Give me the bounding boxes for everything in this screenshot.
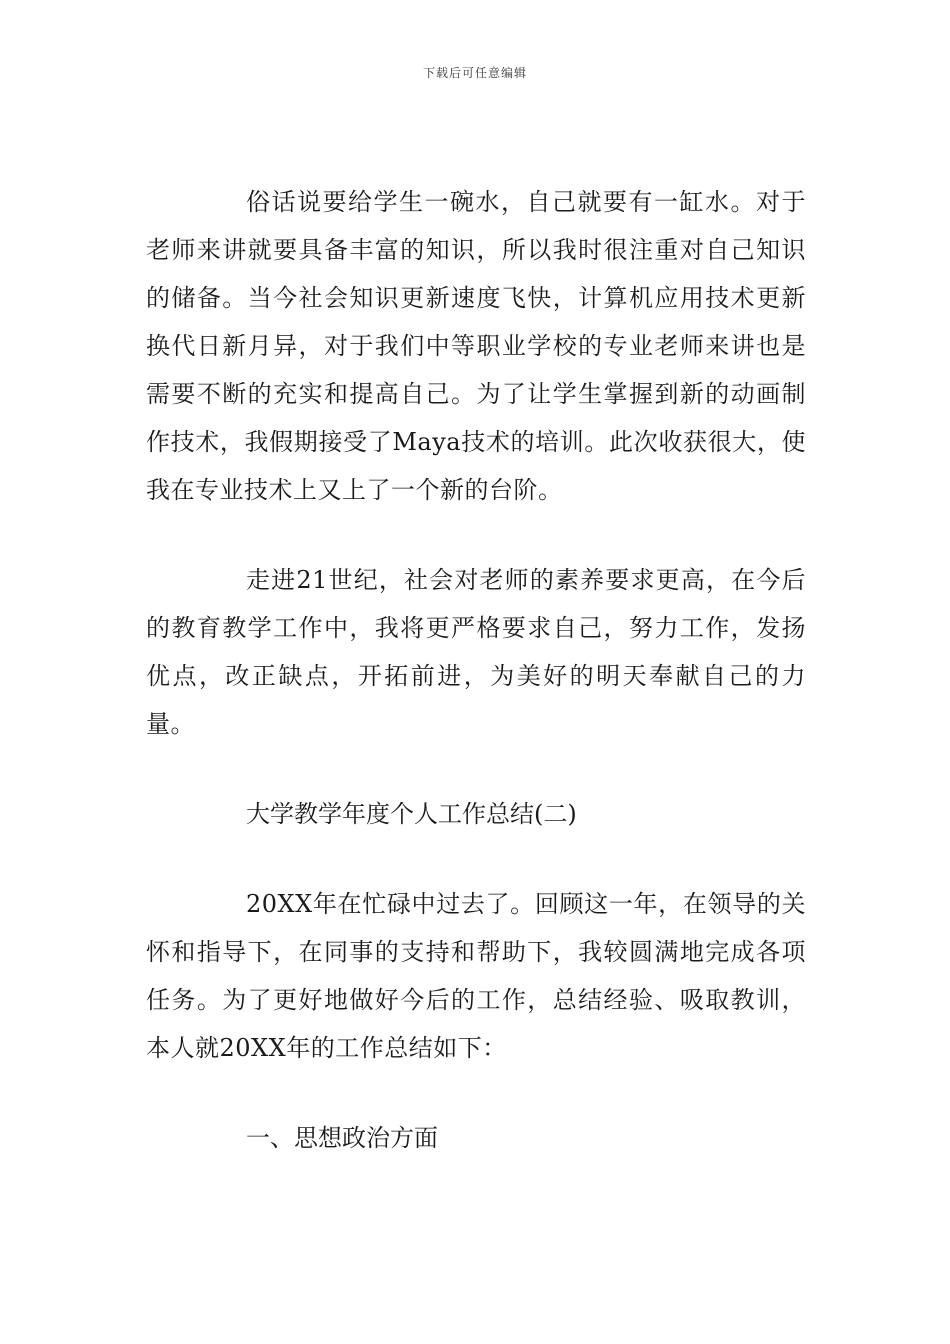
page-header-note: 下载后可任意编辑 xyxy=(422,66,527,80)
paragraph-knowledge: 俗话说要给学生一碗水，自己就要有一缸水。对于老师来讲就要具备丰富的知识，所以我时很注重对自己知识的储备。当今社会知识更新速度飞快，计算机应用技术更新换代日新月异，对于我们中等职业学校的专业老师来讲也是需要不断的充实和提高自己。为了让学生掌握到新的动画制作技术，我假期接受了Maya技术的培训。此次收获很大，使我在专业技术上又上了一个新的台阶。 xyxy=(146,188,806,504)
document-body xyxy=(146,178,806,1162)
section-heading-ideology: 一、思想政治方面 xyxy=(246,1124,438,1152)
document-title: 大学教学年度个人工作总结(二) xyxy=(246,800,577,828)
paragraph-21st-century: 走进21世纪，社会对老师的素养要求更高，在今后的教育教学工作中，我将更严格要求自己，努力工作，发扬优点，改正缺点，开拓前进，为美好的明天奉献自己的力量。 xyxy=(146,566,806,738)
paragraph-intro: 20XX年在忙碌中过去了。回顾这一年，在领导的关怀和指导下，在同事的支持和帮助下，我较圆满地完成各项任务。为了更好地做好今后的工作，总结经验、吸取教训，本人就20XX年的工作总结如下： xyxy=(146,890,806,1062)
